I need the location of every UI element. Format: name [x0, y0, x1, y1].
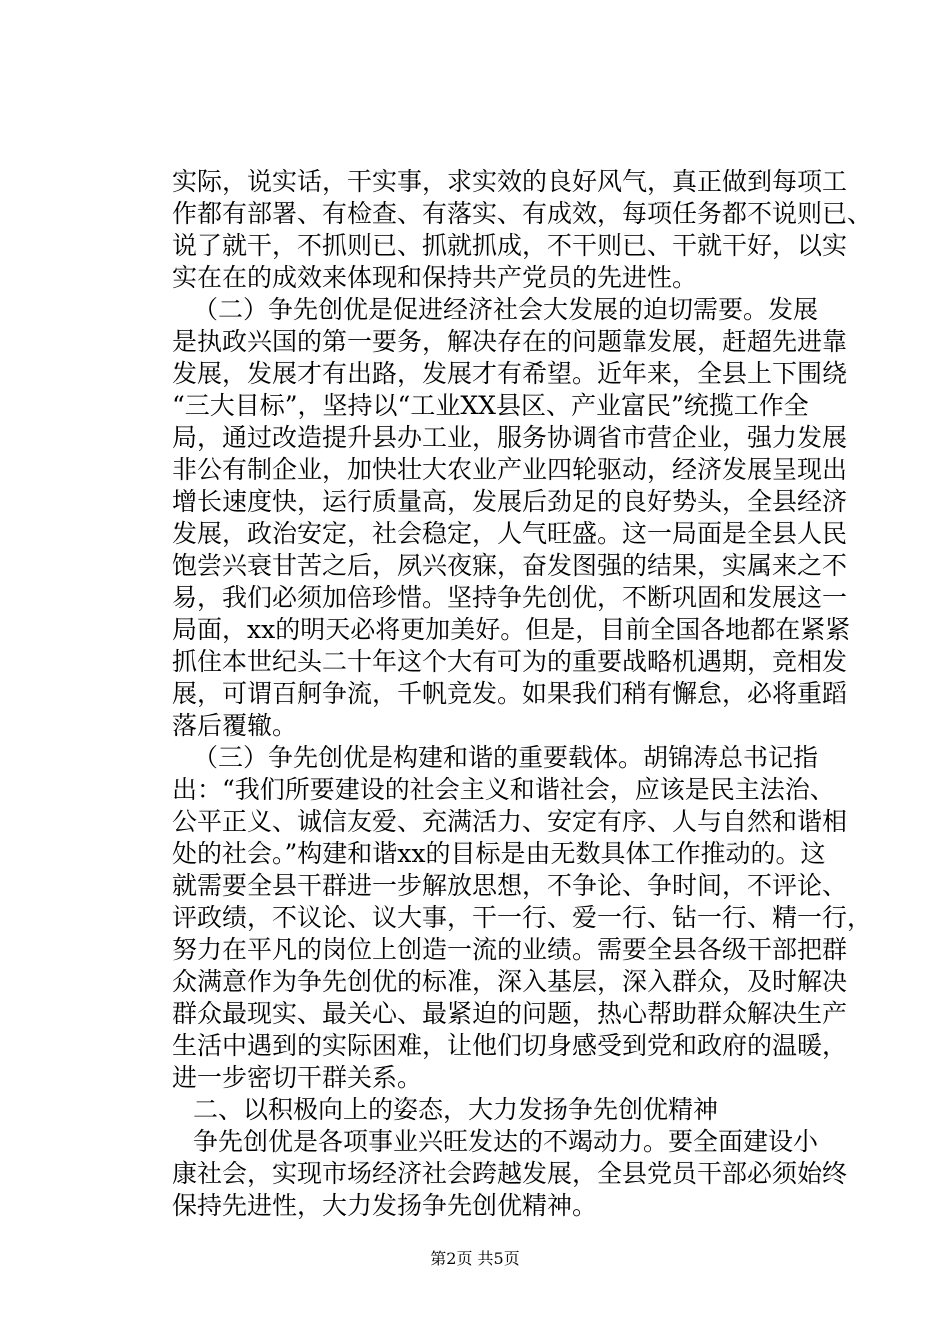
paragraph-start-line: （三）争先创优是构建和谐的重要载体。胡锦涛总书记指: [193, 743, 819, 772]
text-line: 饱尝兴衰甘苦之后，夙兴夜寐，奋发图强的结果，实属来之不: [172, 551, 848, 580]
text-line: 局面，xx的明天必将更加美好。但是，目前全国各地都在紧紧: [172, 615, 851, 644]
text-line: 展，可谓百舸争流，千帆竞发。如果我们稍有懈怠，必将重蹈: [172, 679, 848, 708]
text-line: 公平正义、诚信友爱、充满活力、安定有序、人与自然和谐相: [172, 807, 848, 836]
text-line: 易，我们必须加倍珍惜。坚持争先创优，不断巩固和发展这一: [172, 583, 848, 612]
text-line: 保持先进性，大力发扬争先创优精神。: [172, 1191, 598, 1220]
text-line: 是执政兴国的第一要务，解决存在的问题靠发展，赶超先进靠: [172, 327, 848, 356]
text-line: 努力在平凡的岗位上创造一流的业绩。需要全县各级干部把群: [172, 935, 848, 964]
text-line: 抓住本世纪头二十年这个大有可为的重要战略机遇期，竞相发: [172, 647, 848, 676]
text-line: 评政绩，不议论、议大事，干一行、爱一行、钻一行、精一行，: [172, 903, 873, 932]
text-line: 非公有制企业，加快壮大农业产业四轮驱动，经济发展呈现出: [172, 455, 848, 484]
text-line: 说了就干，不抓则已、抓就抓成，不干则已、干就干好，以实: [172, 231, 848, 260]
text-line: 处的社会。”构建和谐xx的目标是由无数具体工作推动的。这: [172, 839, 826, 868]
text-line: 局，通过改造提升县办工业，服务协调省市营企业，强力发展: [172, 423, 848, 452]
text-line: 群众最现实、最关心、最紧迫的问题，热心帮助群众解决生产: [172, 999, 848, 1028]
text-line: 作都有部署、有检查、有落实、有成效，每项任务都不说则已、: [172, 199, 873, 228]
page-number-footer: 第2页 共5页: [430, 1249, 520, 1268]
text-line: 落后覆辙。: [172, 711, 298, 740]
text-line: “三大目标”，坚持以“工业XX县区、产业富民”统揽工作全: [172, 391, 809, 420]
section-heading: 二、以积极向上的姿态，大力发扬争先创优精神: [193, 1095, 719, 1124]
text-line: 出：“我们所要建设的社会主义和谐社会，应该是民主法治、: [172, 775, 835, 804]
text-line: 进一步密切干群关系。: [172, 1063, 423, 1092]
text-line: 康社会，实现市场经济社会跨越发展，全县党员干部必须始终: [172, 1159, 848, 1188]
paragraph-start-line: 争先创优是各项事业兴旺发达的不竭动力。要全面建设小: [193, 1127, 819, 1156]
text-line: 生活中遇到的实际困难，让他们切身感受到党和政府的温暖，: [172, 1031, 848, 1060]
text-line: 实际，说实话，干实事，求实效的良好风气，真正做到每项工: [172, 167, 848, 196]
paragraph-start-line: （二）争先创优是促进经济社会大发展的迫切需要。发展: [193, 295, 819, 324]
text-line: 发展，发展才有出路，发展才有希望。近年来，全县上下围绕: [172, 359, 848, 388]
text-line: 发展，政治安定，社会稳定，人气旺盛。这一局面是全县人民: [172, 519, 848, 548]
text-line: 实在在的成效来体现和保持共产党员的先进性。: [172, 263, 698, 292]
text-line: 众满意作为争先创优的标准，深入基层，深入群众，及时解决: [172, 967, 848, 996]
text-line: 就需要全县干群进一步解放思想，不争论、争时间，不评论、: [172, 871, 848, 900]
text-line: 增长速度快，运行质量高，发展后劲足的良好势头，全县经济: [172, 487, 848, 516]
